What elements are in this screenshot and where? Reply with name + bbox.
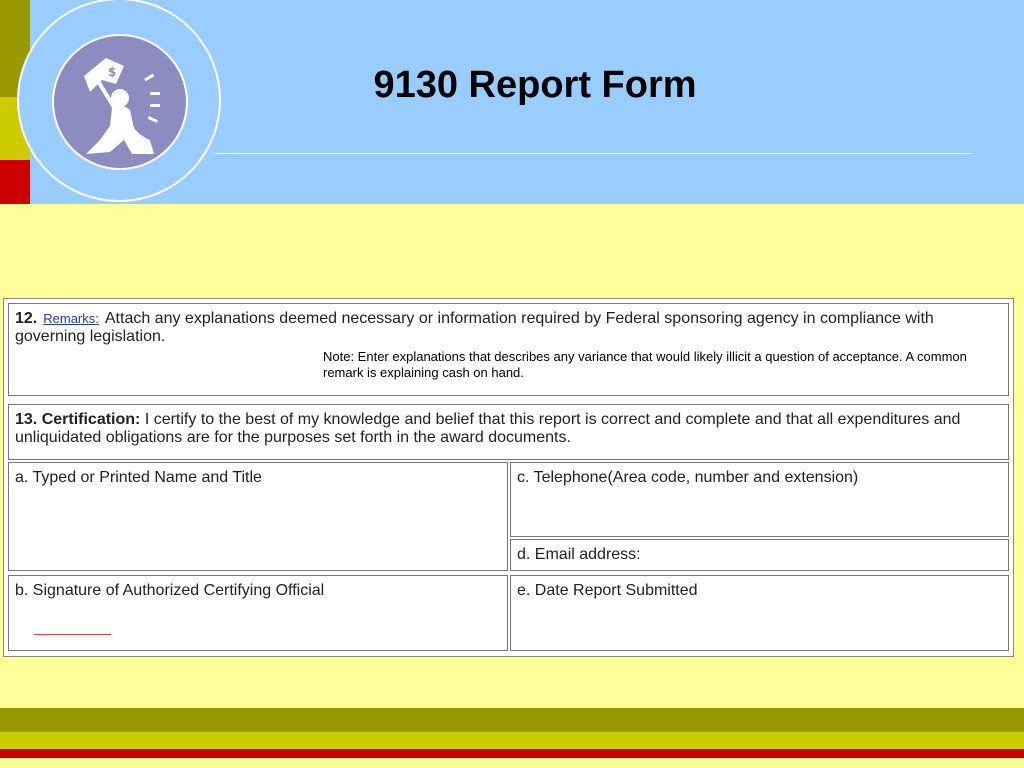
- field-name-title[interactable]: [8, 462, 508, 571]
- signature-line: [34, 634, 111, 635]
- section-12-number: 12.: [15, 310, 38, 327]
- field-e-label: e. Date Report Submitted: [517, 582, 698, 599]
- field-telephone[interactable]: [510, 462, 1009, 537]
- section-12-text: Attach any explanations deemed necessary or information required by Federal sponsoring agency in compliance with governing legislation.: [15, 310, 934, 345]
- field-a-label: a. Typed or Printed Name and Title: [15, 469, 262, 486]
- flag-bearer-icon: [54, 36, 188, 170]
- report-form: [3, 298, 1014, 657]
- section-13-certification: [8, 404, 1009, 460]
- section-12-remarks: [8, 303, 1009, 396]
- field-email[interactable]: [510, 539, 1009, 571]
- remarks-link[interactable]: Remarks:: [43, 311, 99, 326]
- title-rule: [215, 153, 973, 154]
- section-13-text: I certify to the best of my knowledge and belief that this report is correct and complete and that all expenditures and unliquidated obligations are for the purposes set forth in the award documents.: [15, 411, 961, 446]
- field-d-label: d. Email address:: [517, 546, 641, 563]
- page-title: 9130 Report Form: [373, 64, 697, 106]
- field-date-submitted[interactable]: [510, 575, 1009, 651]
- footer-stripe-red: [0, 749, 1024, 758]
- logo-badge: [52, 34, 188, 170]
- field-signature[interactable]: [8, 575, 508, 651]
- field-c-label: c. Telephone(Area code, number and extension): [517, 469, 859, 486]
- footer-stripe-yellow: [0, 732, 1024, 749]
- footer-stripe-olive: [0, 708, 1024, 732]
- section-13-heading: 13. Certification:: [15, 411, 141, 428]
- stripe-red: [0, 160, 30, 204]
- svg-text:$: $: [108, 65, 117, 79]
- field-b-label: b. Signature of Authorized Certifying Official: [15, 582, 325, 599]
- remarks-note: Note: Enter explanations that describes any variance that would likely illicit a question of acceptance. A common remark is explaining cash on hand.: [323, 349, 967, 380]
